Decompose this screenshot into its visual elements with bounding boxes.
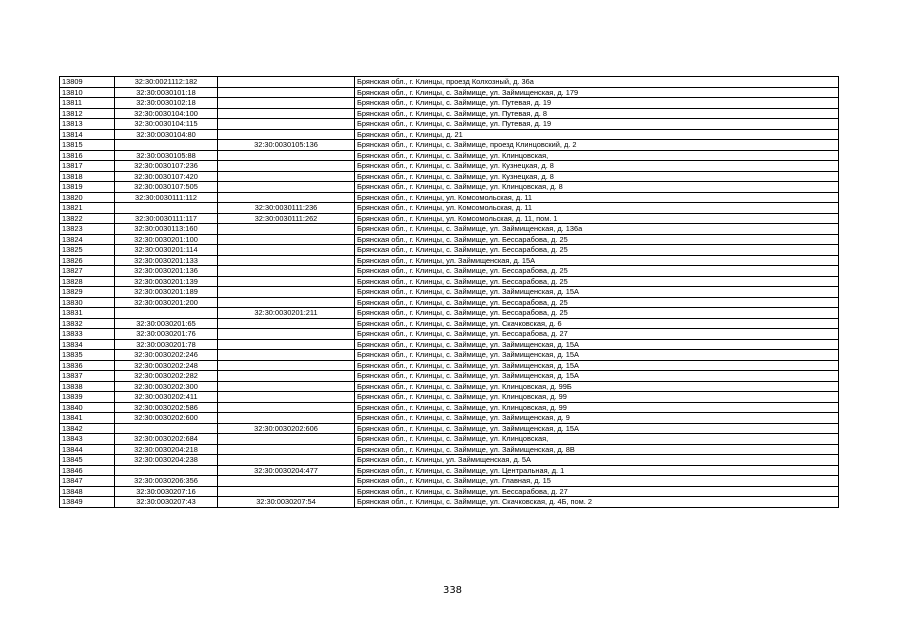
building-cadastral-number-cell — [218, 276, 355, 287]
table-row — [60, 266, 839, 277]
row-number-cell: 13812 — [60, 108, 115, 119]
address-cell: Брянская обл., г. Клинцы, с. Займище, ул. Займищенская, д. 9 — [355, 413, 839, 424]
address-cell: Брянская обл., г. Клинцы, с. Займище, ул. Скачковская, д. 6 — [355, 318, 839, 329]
table-row — [60, 245, 839, 256]
table-row — [60, 234, 839, 245]
address-cell: Брянская обл., г. Клинцы, с. Займище, ул. Займищенская, д. 136а — [355, 224, 839, 235]
table-row — [60, 434, 839, 445]
building-cadastral-number-cell — [218, 371, 355, 382]
cadastral-number-cell: 32:30:0030201:114 — [115, 245, 218, 256]
building-cadastral-number-cell — [218, 192, 355, 203]
cadastral-number-cell: 32:30:0030206:356 — [115, 476, 218, 487]
table-row — [60, 392, 839, 403]
building-cadastral-number-cell — [218, 224, 355, 235]
table-row — [60, 119, 839, 130]
table-row — [60, 455, 839, 466]
cadastral-number-cell: 32:30:0030111:112 — [115, 192, 218, 203]
cadastral-number-cell: 32:30:0030202:282 — [115, 371, 218, 382]
building-cadastral-number-cell — [218, 171, 355, 182]
address-cell: Брянская обл., г. Клинцы, с. Займище, ул. Центральная, д. 1 — [355, 465, 839, 476]
cadastral-number-cell: 32:30:0030202:300 — [115, 381, 218, 392]
cadastral-number-cell: 32:30:0030202:246 — [115, 350, 218, 361]
building-cadastral-number-cell — [218, 455, 355, 466]
building-cadastral-number-cell — [218, 119, 355, 130]
cadastral-number-cell — [115, 465, 218, 476]
row-number-cell: 13821 — [60, 203, 115, 214]
row-number-cell: 13816 — [60, 150, 115, 161]
row-number-cell: 13825 — [60, 245, 115, 256]
building-cadastral-number-cell: 32:30:0030111:262 — [218, 213, 355, 224]
table-row — [60, 224, 839, 235]
row-number-cell: 13846 — [60, 465, 115, 476]
building-cadastral-number-cell: 32:30:0030105:136 — [218, 140, 355, 151]
cadastral-number-cell: 32:30:0030201:78 — [115, 339, 218, 350]
row-number-cell: 13823 — [60, 224, 115, 235]
row-number-cell: 13838 — [60, 381, 115, 392]
building-cadastral-number-cell — [218, 161, 355, 172]
table-row — [60, 192, 839, 203]
table-row — [60, 203, 839, 214]
address-cell: Брянская обл., г. Клинцы, с. Займище, ул. Бессарабова, д. 25 — [355, 266, 839, 277]
address-cell: Брянская обл., г. Клинцы, с. Займище, ул. Путевая, д. 19 — [355, 98, 839, 109]
row-number-cell: 13813 — [60, 119, 115, 130]
cadastral-number-cell: 32:30:0030105:88 — [115, 150, 218, 161]
address-cell: Брянская обл., г. Клинцы, с. Займище, ул. Кузнецкая, д. 8 — [355, 161, 839, 172]
table-row — [60, 465, 839, 476]
address-cell: Брянская обл., г. Клинцы, с. Займище, ул. Клинцовская, — [355, 150, 839, 161]
address-cell: Брянская обл., г. Клинцы, с. Займище, ул. Бессарабова, д. 25 — [355, 245, 839, 256]
cadastral-number-cell: 32:30:0030202:600 — [115, 413, 218, 424]
table-row — [60, 108, 839, 119]
address-cell: Брянская обл., г. Клинцы, с. Займище, ул. Бессарабова, д. 27 — [355, 329, 839, 340]
cadastral-number-cell: 32:30:0030111:117 — [115, 213, 218, 224]
table-row — [60, 129, 839, 140]
building-cadastral-number-cell — [218, 87, 355, 98]
row-number-cell: 13818 — [60, 171, 115, 182]
building-cadastral-number-cell — [218, 444, 355, 455]
row-number-cell: 13810 — [60, 87, 115, 98]
cadastral-number-cell: 32:30:0030207:43 — [115, 497, 218, 508]
row-number-cell: 13809 — [60, 77, 115, 88]
address-cell: Брянская обл., г. Клинцы, с. Займище, ул. Займищенская, д. 15А — [355, 339, 839, 350]
cadastral-number-cell: 32:30:0030201:100 — [115, 234, 218, 245]
row-number-cell: 13841 — [60, 413, 115, 424]
row-number-cell: 13827 — [60, 266, 115, 277]
building-cadastral-number-cell — [218, 413, 355, 424]
table-row — [60, 318, 839, 329]
table-row — [60, 381, 839, 392]
address-cell: Брянская обл., г. Клинцы, с. Займище, ул. Бессарабова, д. 27 — [355, 486, 839, 497]
cadastral-number-cell: 32:30:0030201:136 — [115, 266, 218, 277]
row-number-cell: 13826 — [60, 255, 115, 266]
building-cadastral-number-cell — [218, 329, 355, 340]
address-cell: Брянская обл., г. Клинцы, с. Займище, ул. Займищенская, д. 15А — [355, 360, 839, 371]
building-cadastral-number-cell — [218, 266, 355, 277]
row-number-cell: 13835 — [60, 350, 115, 361]
building-cadastral-number-cell — [218, 402, 355, 413]
row-number-cell: 13844 — [60, 444, 115, 455]
row-number-cell: 13847 — [60, 476, 115, 487]
address-cell: Брянская обл., г. Клинцы, с. Займище, ул. Бессарабова, д. 25 — [355, 234, 839, 245]
address-cell: Брянская обл., г. Клинцы, с. Займище, проезд Клинцовский, д. 2 — [355, 140, 839, 151]
table-row — [60, 413, 839, 424]
page-number: 338 — [442, 585, 463, 596]
cadastral-number-cell: 32:30:0030201:133 — [115, 255, 218, 266]
cadastral-number-cell: 32:30:0030204:238 — [115, 455, 218, 466]
table-row — [60, 150, 839, 161]
cadastral-number-cell — [115, 423, 218, 434]
address-cell: Брянская обл., г. Клинцы, с. Займище, ул. Займищенская, д. 179 — [355, 87, 839, 98]
address-cell: Брянская обл., г. Клинцы, ул. Комсомольская, д. 11, пом. 1 — [355, 213, 839, 224]
row-number-cell: 13837 — [60, 371, 115, 382]
table-row — [60, 329, 839, 340]
cadastral-number-cell: 32:30:0030107:420 — [115, 171, 218, 182]
row-number-cell: 13832 — [60, 318, 115, 329]
cadastral-number-cell: 32:30:0030101:18 — [115, 87, 218, 98]
table-row — [60, 182, 839, 193]
cadastral-number-cell: 32:30:0030202:411 — [115, 392, 218, 403]
building-cadastral-number-cell — [218, 129, 355, 140]
table-row — [60, 171, 839, 182]
building-cadastral-number-cell — [218, 255, 355, 266]
building-cadastral-number-cell — [218, 318, 355, 329]
table-row — [60, 213, 839, 224]
row-number-cell: 13814 — [60, 129, 115, 140]
address-cell: Брянская обл., г. Клинцы, ул. Займищенская, д. 5А — [355, 455, 839, 466]
address-cell: Брянская обл., г. Клинцы, с. Займище, ул. Кузнецкая, д. 8 — [355, 171, 839, 182]
building-cadastral-number-cell — [218, 339, 355, 350]
property-table-body — [60, 77, 839, 508]
address-cell: Брянская обл., г. Клинцы, с. Займище, ул. Скачковская, д. 4Б, пом. 2 — [355, 497, 839, 508]
building-cadastral-number-cell — [218, 150, 355, 161]
table-row — [60, 476, 839, 487]
building-cadastral-number-cell — [218, 297, 355, 308]
address-cell: Брянская обл., г. Клинцы, ул. Комсомольская, д. 11 — [355, 192, 839, 203]
row-number-cell: 13843 — [60, 434, 115, 445]
table-row — [60, 360, 839, 371]
address-cell: Брянская обл., г. Клинцы, с. Займище, ул. Бессарабова, д. 25 — [355, 297, 839, 308]
cadastral-number-cell: 32:30:0030107:236 — [115, 161, 218, 172]
row-number-cell: 13849 — [60, 497, 115, 508]
building-cadastral-number-cell — [218, 245, 355, 256]
row-number-cell: 13820 — [60, 192, 115, 203]
table-row — [60, 297, 839, 308]
building-cadastral-number-cell — [218, 486, 355, 497]
cadastral-number-cell — [115, 140, 218, 151]
address-cell: Брянская обл., г. Клинцы, с. Займище, ул. Займищенская, д. 15А — [355, 287, 839, 298]
table-row — [60, 402, 839, 413]
address-cell: Брянская обл., г. Клинцы, с. Займище, ул. Путевая, д. 19 — [355, 119, 839, 130]
building-cadastral-number-cell: 32:30:0030201:211 — [218, 308, 355, 319]
building-cadastral-number-cell — [218, 287, 355, 298]
cadastral-number-cell: 32:30:0030102:18 — [115, 98, 218, 109]
table-row — [60, 486, 839, 497]
address-cell: Брянская обл., г. Клинцы, ул. Займищенская, д. 15А — [355, 255, 839, 266]
cadastral-number-cell: 32:30:0030202:684 — [115, 434, 218, 445]
table-row — [60, 497, 839, 508]
table-row — [60, 423, 839, 434]
building-cadastral-number-cell — [218, 77, 355, 88]
address-cell: Брянская обл., г. Клинцы, с. Займище, ул. Бессарабова, д. 25 — [355, 276, 839, 287]
cadastral-number-cell: 32:30:0030201:65 — [115, 318, 218, 329]
row-number-cell: 13842 — [60, 423, 115, 434]
building-cadastral-number-cell — [218, 360, 355, 371]
building-cadastral-number-cell — [218, 381, 355, 392]
address-cell: Брянская обл., г. Клинцы, с. Займище, ул. Займищенская, д. 8В — [355, 444, 839, 455]
building-cadastral-number-cell — [218, 434, 355, 445]
row-number-cell: 13824 — [60, 234, 115, 245]
address-cell: Брянская обл., г. Клинцы, ул. Комсомольская, д. 11 — [355, 203, 839, 214]
building-cadastral-number-cell — [218, 476, 355, 487]
address-cell: Брянская обл., г. Клинцы, с. Займище, ул. Бессарабова, д. 25 — [355, 308, 839, 319]
cadastral-number-cell: 32:30:0030204:218 — [115, 444, 218, 455]
table-row — [60, 255, 839, 266]
table-row — [60, 140, 839, 151]
building-cadastral-number-cell — [218, 98, 355, 109]
cadastral-number-cell — [115, 308, 218, 319]
table-row — [60, 308, 839, 319]
cadastral-number-cell: 32:30:0030107:505 — [115, 182, 218, 193]
cadastral-number-cell — [115, 203, 218, 214]
cadastral-number-cell: 32:30:0030201:76 — [115, 329, 218, 340]
table-row — [60, 161, 839, 172]
address-cell: Брянская обл., г. Клинцы, с. Займище, ул. Главная, д. 15 — [355, 476, 839, 487]
building-cadastral-number-cell — [218, 234, 355, 245]
building-cadastral-number-cell — [218, 182, 355, 193]
cadastral-number-cell: 32:30:0030201:189 — [115, 287, 218, 298]
row-number-cell: 13848 — [60, 486, 115, 497]
table-row — [60, 98, 839, 109]
cadastral-number-cell: 32:30:0030113:160 — [115, 224, 218, 235]
address-cell: Брянская обл., г. Клинцы, д. 21 — [355, 129, 839, 140]
row-number-cell: 13817 — [60, 161, 115, 172]
cadastral-number-cell: 32:30:0030201:139 — [115, 276, 218, 287]
address-cell: Брянская обл., г. Клинцы, с. Займище, ул. Займищенская, д. 15А — [355, 371, 839, 382]
row-number-cell: 13831 — [60, 308, 115, 319]
row-number-cell: 13845 — [60, 455, 115, 466]
building-cadastral-number-cell — [218, 108, 355, 119]
address-cell: Брянская обл., г. Клинцы, с. Займище, ул. Клинцовская, — [355, 434, 839, 445]
address-cell: Брянская обл., г. Клинцы, с. Займище, ул. Клинцовская, д. 99Б — [355, 381, 839, 392]
row-number-cell: 13834 — [60, 339, 115, 350]
cadastral-number-cell: 32:30:0030104:80 — [115, 129, 218, 140]
building-cadastral-number-cell: 32:30:0030207:54 — [218, 497, 355, 508]
row-number-cell: 13811 — [60, 98, 115, 109]
table-row — [60, 87, 839, 98]
row-number-cell: 13822 — [60, 213, 115, 224]
row-number-cell: 13840 — [60, 402, 115, 413]
address-cell: Брянская обл., г. Клинцы, с. Займище, ул. Клинцовская, д. 99 — [355, 392, 839, 403]
cadastral-number-cell: 32:30:0030104:100 — [115, 108, 218, 119]
row-number-cell: 13833 — [60, 329, 115, 340]
cadastral-number-cell: 32:30:0021112:182 — [115, 77, 218, 88]
building-cadastral-number-cell: 32:30:0030111:236 — [218, 203, 355, 214]
table-row — [60, 276, 839, 287]
building-cadastral-number-cell: 32:30:0030202:606 — [218, 423, 355, 434]
building-cadastral-number-cell: 32:30:0030204:477 — [218, 465, 355, 476]
row-number-cell: 13839 — [60, 392, 115, 403]
table-row — [60, 77, 839, 88]
row-number-cell: 13830 — [60, 297, 115, 308]
row-number-cell: 13829 — [60, 287, 115, 298]
address-cell: Брянская обл., г. Клинцы, проезд Колхозный, д. 36а — [355, 77, 839, 88]
cadastral-number-cell: 32:30:0030207:16 — [115, 486, 218, 497]
cadastral-number-cell: 32:30:0030104:115 — [115, 119, 218, 130]
row-number-cell: 13819 — [60, 182, 115, 193]
property-table — [59, 76, 839, 508]
address-cell: Брянская обл., г. Клинцы, с. Займище, ул. Клинцовская, д. 8 — [355, 182, 839, 193]
cadastral-number-cell: 32:30:0030201:200 — [115, 297, 218, 308]
table-row — [60, 350, 839, 361]
building-cadastral-number-cell — [218, 350, 355, 361]
address-cell: Брянская обл., г. Клинцы, с. Займище, ул. Займищенская, д. 15А — [355, 350, 839, 361]
address-cell: Брянская обл., г. Клинцы, с. Займище, ул. Путевая, д. 8 — [355, 108, 839, 119]
table-row — [60, 444, 839, 455]
row-number-cell: 13815 — [60, 140, 115, 151]
address-cell: Брянская обл., г. Клинцы, с. Займище, ул. Займищенская, д. 15А — [355, 423, 839, 434]
cadastral-number-cell: 32:30:0030202:586 — [115, 402, 218, 413]
table-row — [60, 371, 839, 382]
table-row — [60, 287, 839, 298]
address-cell: Брянская обл., г. Клинцы, с. Займище, ул. Клинцовская, д. 99 — [355, 402, 839, 413]
cadastral-number-cell: 32:30:0030202:248 — [115, 360, 218, 371]
row-number-cell: 13828 — [60, 276, 115, 287]
table-row — [60, 339, 839, 350]
building-cadastral-number-cell — [218, 392, 355, 403]
row-number-cell: 13836 — [60, 360, 115, 371]
